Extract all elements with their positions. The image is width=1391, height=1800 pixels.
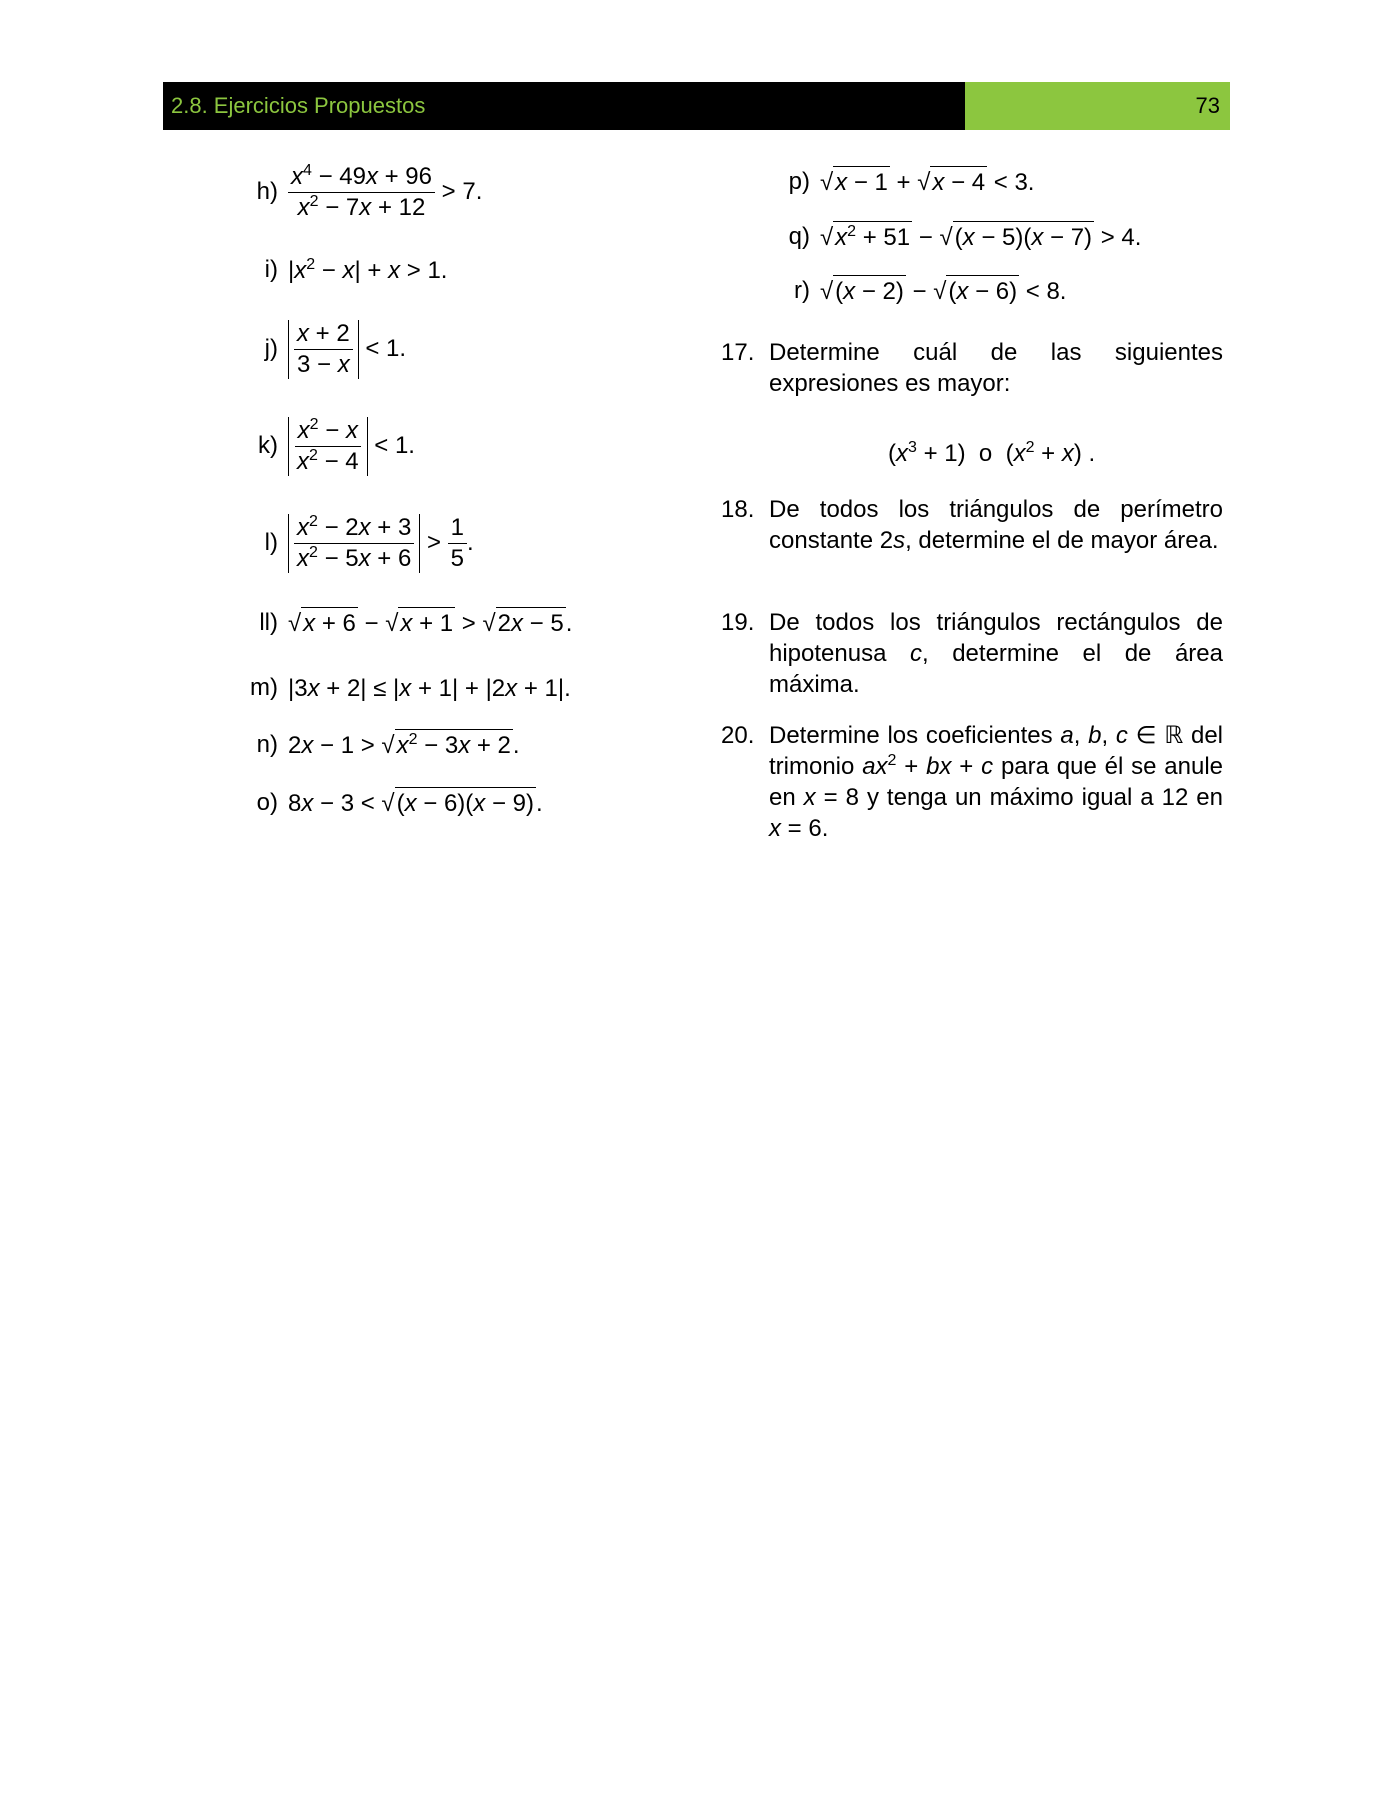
exercise-o: o) 8x − 3 < √(x − 6)(x − 9). [238,791,543,816]
exercise-q: q) $√x^2 + 51 - √(x - 5)(x - 7) > 4$. [780,225,1141,250]
exercise-ll: ll) √x + 6 − √x + 1 > √2x − 5. [238,611,572,636]
problem-18 [721,494,1223,594]
problem-text: De todos los triángulos de perímetro constante 2s, determine el de mayor área. [769,496,1223,554]
page-number: 73 [965,82,1230,130]
exercise-label: j) [264,334,278,362]
exercise-i: i) $|x^2 - x| + x > 1$. [238,258,447,283]
exercise-r: r) √(x − 2) − √(x − 6) < 8. [780,279,1066,304]
exercise-p: p) √x − 1 + √x − 4 < 3. [780,170,1034,195]
exercise-label: p) [788,168,810,195]
problem-20 [721,720,1223,850]
page-header [163,82,1230,130]
exercise-label: k) [258,431,278,459]
exercise-j: j) $\frac{x + 2}{3 - x}$ < 1. [238,320,406,379]
exercise-label: n) [256,731,278,758]
problem-text: De todos los triángulos rectángulos de hipotenusa c, determine el de área máxima. [769,609,1223,698]
section-title: 2.8. Ejercicios Propuestos [163,82,965,130]
problem-text: Determine cuál de las siguientes expresiones es mayor: [769,339,1223,397]
problem-text: Determine los coeficientes a, b, c ∈ ℝ del trimonio $ax^2$ + bx + c para que él se anule en x = 8 y tenga un máximo igual a 12 en x = 6. [769,722,1224,842]
problem-number: 18. [721,496,755,523]
problem-number: 19. [721,609,755,636]
exercise-m: m) |3x + 2| ≤ |x + 1| + |2x + 1|. [238,676,571,701]
exercise-label: l) [264,528,278,556]
exercise-k: k) $\frac{x^2 - x}{x^2 - 4}$ < 1. [238,417,415,476]
exercise-label: r) [794,277,810,304]
exercise-label: m) [250,674,278,701]
problem-17-display: $(x^3 + 1)$ o $(x^2 + x)$ . [888,439,1096,467]
problem-number: 20. [721,722,755,749]
exercise-label: h) [256,177,278,205]
problem-17 [721,337,1223,437]
exercise-n: n) $2x - 1 > √x^2 - 3x + 2$. [238,733,520,758]
exercise-label: o) [256,789,278,816]
problem-number: 17. [721,339,755,366]
problem-19 [721,607,1223,707]
exercise-h: h) $\frac{x^4 - 49x + 96}{x^2 - 7x + 12}$ > 7. [238,165,482,220]
exercise-label: ll) [259,609,278,636]
exercise-label: i) [264,256,278,283]
exercise-label: q) [788,223,810,250]
exercise-l: l) $\frac{x^2 - 2x + 3}{x^2 - 5x + 6}$ > $\frac{1}{5}$ . [238,514,474,573]
